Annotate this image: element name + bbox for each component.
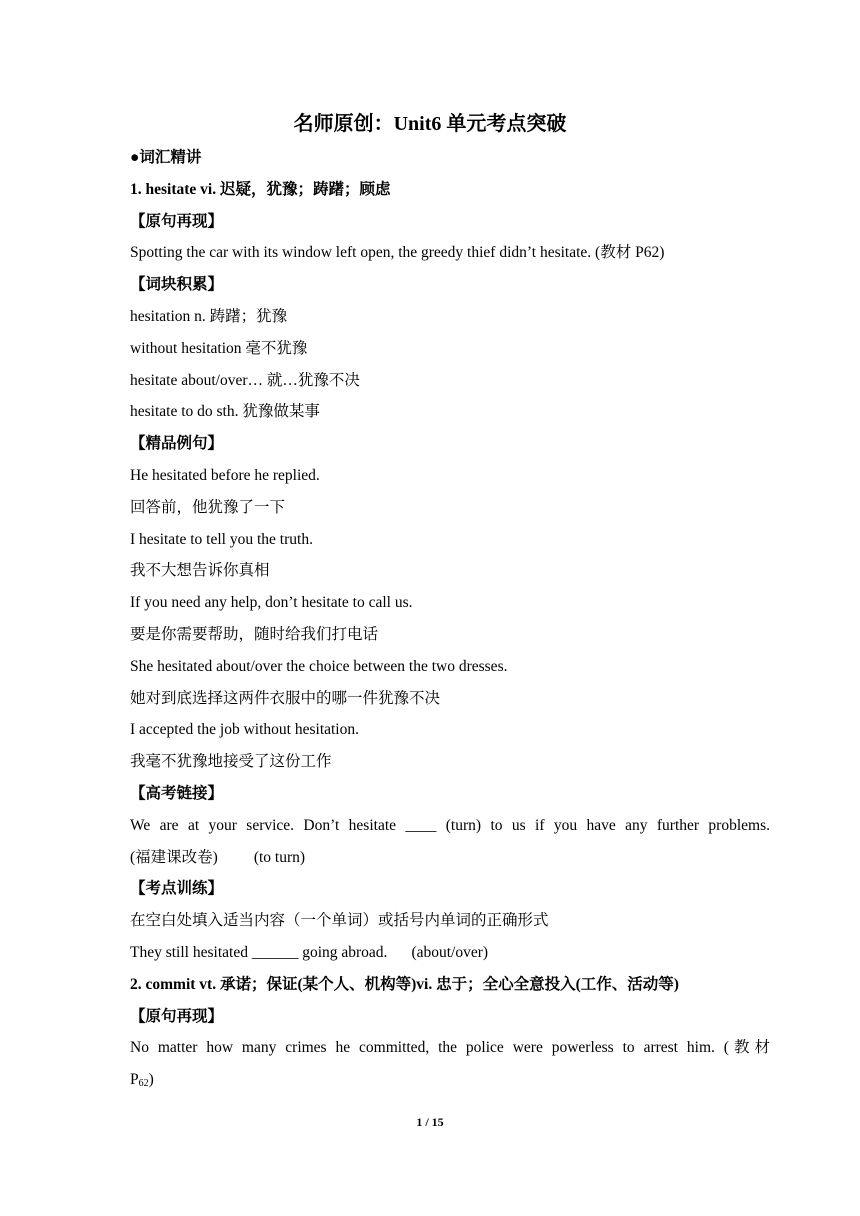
phrase-item: without hesitation 毫不犹豫 [130, 339, 308, 357]
gaokao-source-line [130, 842, 770, 874]
example-line: 我不大想告诉你真相 [130, 562, 270, 580]
gaokao-answer: (to turn) [253, 848, 306, 866]
practice-instruction: 在空白处填入适当内容（一个单词）或括号内单词的正确形式 [130, 912, 549, 930]
example-line: I hesitate to tell you the truth. [130, 530, 313, 548]
practice-answer: (about/over) [411, 943, 489, 961]
page-title: 名师原创：Unit6 单元考点突破 [293, 113, 567, 135]
phrase-item: hesitate about/over… 就…犹豫不决 [130, 371, 360, 389]
example-line: 回答前，他犹豫了一下 [130, 498, 286, 516]
word1-examples-label: 【精品例句】 [130, 435, 224, 453]
word1-practice-label: 【考点训练】 [130, 880, 224, 898]
word2-original-label: 【原句再现】 [130, 1007, 224, 1025]
page-ref-close: ) [148, 1071, 154, 1089]
page-content [130, 142, 770, 1096]
practice-question: They still hesitated ______ going abroad. [130, 943, 388, 961]
word2-original-line1: No matter how many crimes he committed, the police were powerless to arrest him. (教材 [130, 1039, 770, 1057]
example-line: She hesitated about/over the choice between the two dresses. [130, 657, 508, 675]
example-line: 要是你需要帮助，随时给我们打电话 [130, 625, 379, 643]
section-heading: ●词汇精讲 [130, 149, 202, 166]
word1-heading: 1. hesitate vi. 迟疑，犹豫；踌躇；顾虑 [130, 180, 391, 198]
gaokao-question: We are at your service. Don’t hesitate ____ (turn) to us if you have any further problems. [130, 816, 770, 834]
example-line: If you need any help, don’t hesitate to call us. [130, 594, 413, 612]
example-line: 我毫不犹豫地接受了这份工作 [130, 753, 332, 771]
example-line: I accepted the job without hesitation. [130, 721, 359, 739]
word2-heading: 2. commit vt. 承诺；保证(某个人、机构等)vi. 忠于；全心全意投入(工作、活动等) [130, 975, 679, 993]
word1-phrases-label: 【词块积累】 [130, 276, 224, 294]
phrase-item: hesitate to do sth. 犹豫做某事 [130, 403, 320, 421]
practice-question-line [130, 937, 770, 969]
page-number: 1 / 15 [416, 1115, 444, 1129]
page-ref-number: 62 [138, 1078, 149, 1090]
page-ref-p: P [130, 1071, 139, 1089]
phrase-item: hesitation n. 踌躇；犹豫 [130, 307, 288, 325]
word1-original-sentence: Spotting the car with its window left open, the greedy thief didn’t hesitate. (教材 P62) [130, 244, 665, 262]
example-line: 她对到底选择这两件衣服中的哪一件犹豫不决 [130, 689, 441, 707]
gaokao-source: (福建课改卷) [130, 848, 218, 866]
example-line: He hesitated before he replied. [130, 466, 320, 484]
word1-gaokao-label: 【高考链接】 [130, 784, 224, 802]
word1-original-label: 【原句再现】 [130, 212, 224, 230]
word2-original-line2 [130, 1064, 770, 1096]
